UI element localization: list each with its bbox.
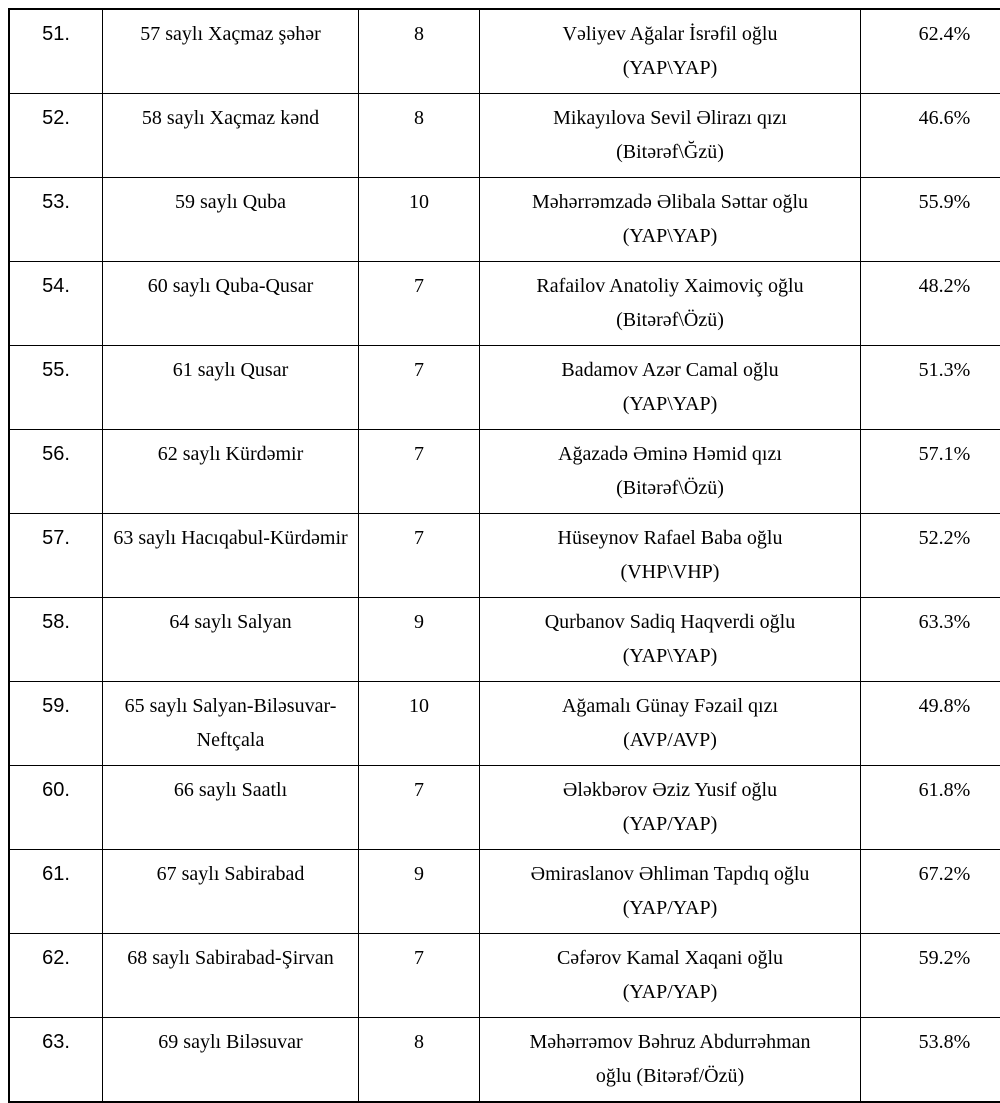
constituency-name: 65 saylı Salyan-Biləsuvar-Neftçala (103, 682, 359, 766)
row-number: 56. (9, 430, 103, 514)
candidate-name: Ağazadə Əminə Həmid qızı (486, 437, 854, 471)
table-row (9, 346, 1000, 430)
row-number: 52. (9, 94, 103, 178)
mandate-count: 7 (359, 346, 480, 430)
election-results-table (8, 8, 1000, 1103)
vote-percentage: 59.2% (861, 934, 1000, 1018)
mandate-count: 8 (359, 1018, 480, 1103)
candidate-name: Hüseynov Rafael Baba oğlu (486, 521, 854, 555)
candidate-name: Badamov Azər Camal oğlu (486, 353, 854, 387)
table-row (9, 514, 1000, 598)
mandate-count: 7 (359, 262, 480, 346)
mandate-count: 7 (359, 766, 480, 850)
mandate-count: 8 (359, 9, 480, 94)
table-row (9, 178, 1000, 262)
table-row (9, 598, 1000, 682)
constituency-name: 58 saylı Xaçmaz kənd (103, 94, 359, 178)
candidate-party: (YAP\YAP) (486, 387, 854, 421)
mandate-count: 9 (359, 850, 480, 934)
candidate-party: (YAP\YAP) (486, 51, 854, 85)
mandate-count: 10 (359, 682, 480, 766)
candidate-name: Cəfərov Kamal Xaqani oğlu (486, 941, 854, 975)
table-row (9, 850, 1000, 934)
candidate-cell (480, 514, 861, 598)
vote-percentage: 53.8% (861, 1018, 1000, 1103)
candidate-cell (480, 178, 861, 262)
table-row (9, 1018, 1000, 1103)
row-number: 53. (9, 178, 103, 262)
candidate-cell (480, 94, 861, 178)
table-row (9, 766, 1000, 850)
table-row (9, 94, 1000, 178)
constituency-name: 60 saylı Quba-Qusar (103, 262, 359, 346)
candidate-party: oğlu (Bitərəf/Özü) (486, 1059, 854, 1093)
candidate-cell (480, 430, 861, 514)
vote-percentage: 63.3% (861, 598, 1000, 682)
candidate-party: (VHP\VHP) (486, 555, 854, 589)
constituency-name: 63 saylı Hacıqabul-Kürdəmir (103, 514, 359, 598)
candidate-party: (YAP/YAP) (486, 807, 854, 841)
candidate-cell (480, 766, 861, 850)
vote-percentage: 49.8% (861, 682, 1000, 766)
candidate-cell (480, 346, 861, 430)
row-number: 54. (9, 262, 103, 346)
candidate-party: (YAP/YAP) (486, 891, 854, 925)
mandate-count: 9 (359, 598, 480, 682)
constituency-name: 61 saylı Qusar (103, 346, 359, 430)
vote-percentage: 48.2% (861, 262, 1000, 346)
table-row (9, 430, 1000, 514)
mandate-count: 7 (359, 430, 480, 514)
table-body (9, 9, 1000, 1102)
candidate-cell (480, 850, 861, 934)
constituency-name: 59 saylı Quba (103, 178, 359, 262)
candidate-cell (480, 682, 861, 766)
candidate-name: Mikayılova Sevil Əlirazı qızı (486, 101, 854, 135)
mandate-count: 7 (359, 514, 480, 598)
candidate-party: (Bitərəf\Özü) (486, 471, 854, 505)
table-row (9, 934, 1000, 1018)
constituency-name: 66 saylı Saatlı (103, 766, 359, 850)
candidate-name: Məhərrəmzadə Əlibala Səttar oğlu (486, 185, 854, 219)
mandate-count: 10 (359, 178, 480, 262)
candidate-name: Vəliyev Ağalar İsrəfil oğlu (486, 17, 854, 51)
vote-percentage: 55.9% (861, 178, 1000, 262)
vote-percentage: 61.8% (861, 766, 1000, 850)
row-number: 63. (9, 1018, 103, 1103)
constituency-name: 69 saylı Biləsuvar (103, 1018, 359, 1103)
constituency-name: 57 saylı Xaçmaz şəhər (103, 9, 359, 94)
candidate-cell (480, 598, 861, 682)
candidate-cell (480, 9, 861, 94)
row-number: 51. (9, 9, 103, 94)
vote-percentage: 51.3% (861, 346, 1000, 430)
vote-percentage: 46.6% (861, 94, 1000, 178)
row-number: 58. (9, 598, 103, 682)
row-number: 55. (9, 346, 103, 430)
candidate-name: Ağamalı Günay Fəzail qızı (486, 689, 854, 723)
candidate-party: (Bitərəf\Ğzü) (486, 135, 854, 169)
vote-percentage: 67.2% (861, 850, 1000, 934)
vote-percentage: 57.1% (861, 430, 1000, 514)
row-number: 61. (9, 850, 103, 934)
vote-percentage: 62.4% (861, 9, 1000, 94)
candidate-name: Məhərrəmov Bəhruz Abdurrəhman (486, 1025, 854, 1059)
row-number: 60. (9, 766, 103, 850)
constituency-name: 62 saylı Kürdəmir (103, 430, 359, 514)
candidate-party: (Bitərəf\Özü) (486, 303, 854, 337)
table-row (9, 682, 1000, 766)
candidate-party: (YAP\YAP) (486, 219, 854, 253)
candidate-party: (AVP/AVP) (486, 723, 854, 757)
candidate-cell (480, 262, 861, 346)
candidate-name: Rafailov Anatoliy Xaimoviç oğlu (486, 269, 854, 303)
candidate-party: (YAP/YAP) (486, 975, 854, 1009)
candidate-name: Qurbanov Sadiq Haqverdi oğlu (486, 605, 854, 639)
vote-percentage: 52.2% (861, 514, 1000, 598)
constituency-name: 67 saylı Sabirabad (103, 850, 359, 934)
candidate-cell (480, 1018, 861, 1103)
candidate-party: (YAP\YAP) (486, 639, 854, 673)
table-row (9, 9, 1000, 94)
constituency-name: 68 saylı Sabirabad-Şirvan (103, 934, 359, 1018)
row-number: 59. (9, 682, 103, 766)
candidate-cell (480, 934, 861, 1018)
mandate-count: 7 (359, 934, 480, 1018)
candidate-name: Əmiraslanov Əhliman Tapdıq oğlu (486, 857, 854, 891)
mandate-count: 8 (359, 94, 480, 178)
constituency-name: 64 saylı Salyan (103, 598, 359, 682)
table-row (9, 262, 1000, 346)
candidate-name: Ələkbərov Əziz Yusif oğlu (486, 773, 854, 807)
row-number: 62. (9, 934, 103, 1018)
row-number: 57. (9, 514, 103, 598)
